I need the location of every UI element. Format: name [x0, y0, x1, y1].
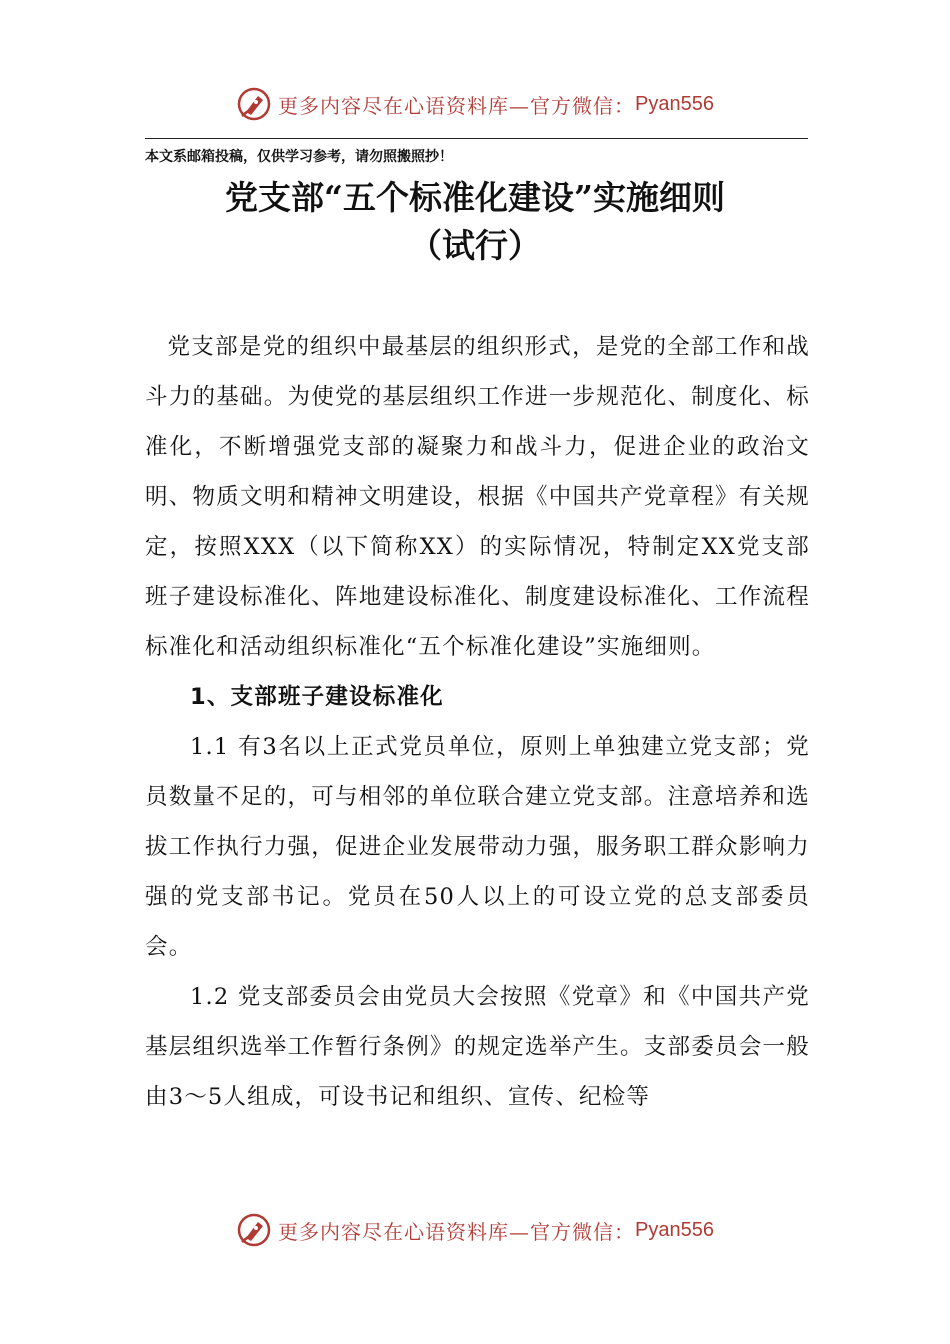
- pen-nib-logo-icon: [236, 86, 272, 122]
- pen-nib-logo-icon: [236, 1212, 272, 1248]
- disclaimer-note: 本文系邮箱投稿，仅供学习参考，请勿照搬照抄！: [145, 149, 453, 165]
- section-heading: 1、支部班子建设标准化: [190, 684, 444, 710]
- footer-banner: [0, 1210, 950, 1250]
- intro-paragraph: 党支部是党的组织中最基层的组织形式，是党的全部工作和战斗力的基础。为使党的基层组织工作进一步规范化、制度化、标准化，不断增强党支部的凝聚力和战斗力，促进企业的政治文明、物质文明和精神文明建设，根据《中国共产党章程》有关规定，按照XXX（以下简称XX）的实际情况，特制定XX党支部班子建设标准化、阵地建设标准化、制度建设标准化、工作流程标准化和活动组织标准化“五个标准化建设”实施细则。: [145, 334, 810, 660]
- paragraph-1-1: 1.1 有3名以上正式党员单位，原则上单独建立党支部；党员数量不足的，可与相邻的单位联合建立党支部。注意培养和选拔工作执行力强，促进企业发展带动力强，服务职工群众影响力强的党支部书记。党员在50人以上的可设立党的总支部委员会。: [145, 734, 810, 960]
- banner-wechat-id: Pyan556: [635, 92, 714, 115]
- banner-text: 更多内容尽在心语资料库—官方微信：: [278, 1219, 636, 1244]
- header-divider: [145, 138, 808, 139]
- header-banner: [0, 84, 950, 124]
- document-subtitle: （试行）: [409, 226, 541, 265]
- document-title: 党支部“五个标准化建设”实施细则: [225, 178, 725, 217]
- document-body: [145, 322, 810, 1122]
- banner-text: 更多内容尽在心语资料库—官方微信：: [278, 93, 636, 118]
- paragraph-1-2: 1.2 党支部委员会由党员大会按照《党章》和《中国共产党基层组织选举工作暂行条例》的规定选举产生。支部委员会一般由3～5人组成，可设书记和组织、宣传、纪检等: [145, 984, 810, 1110]
- banner-wechat-id: Pyan556: [635, 1218, 714, 1241]
